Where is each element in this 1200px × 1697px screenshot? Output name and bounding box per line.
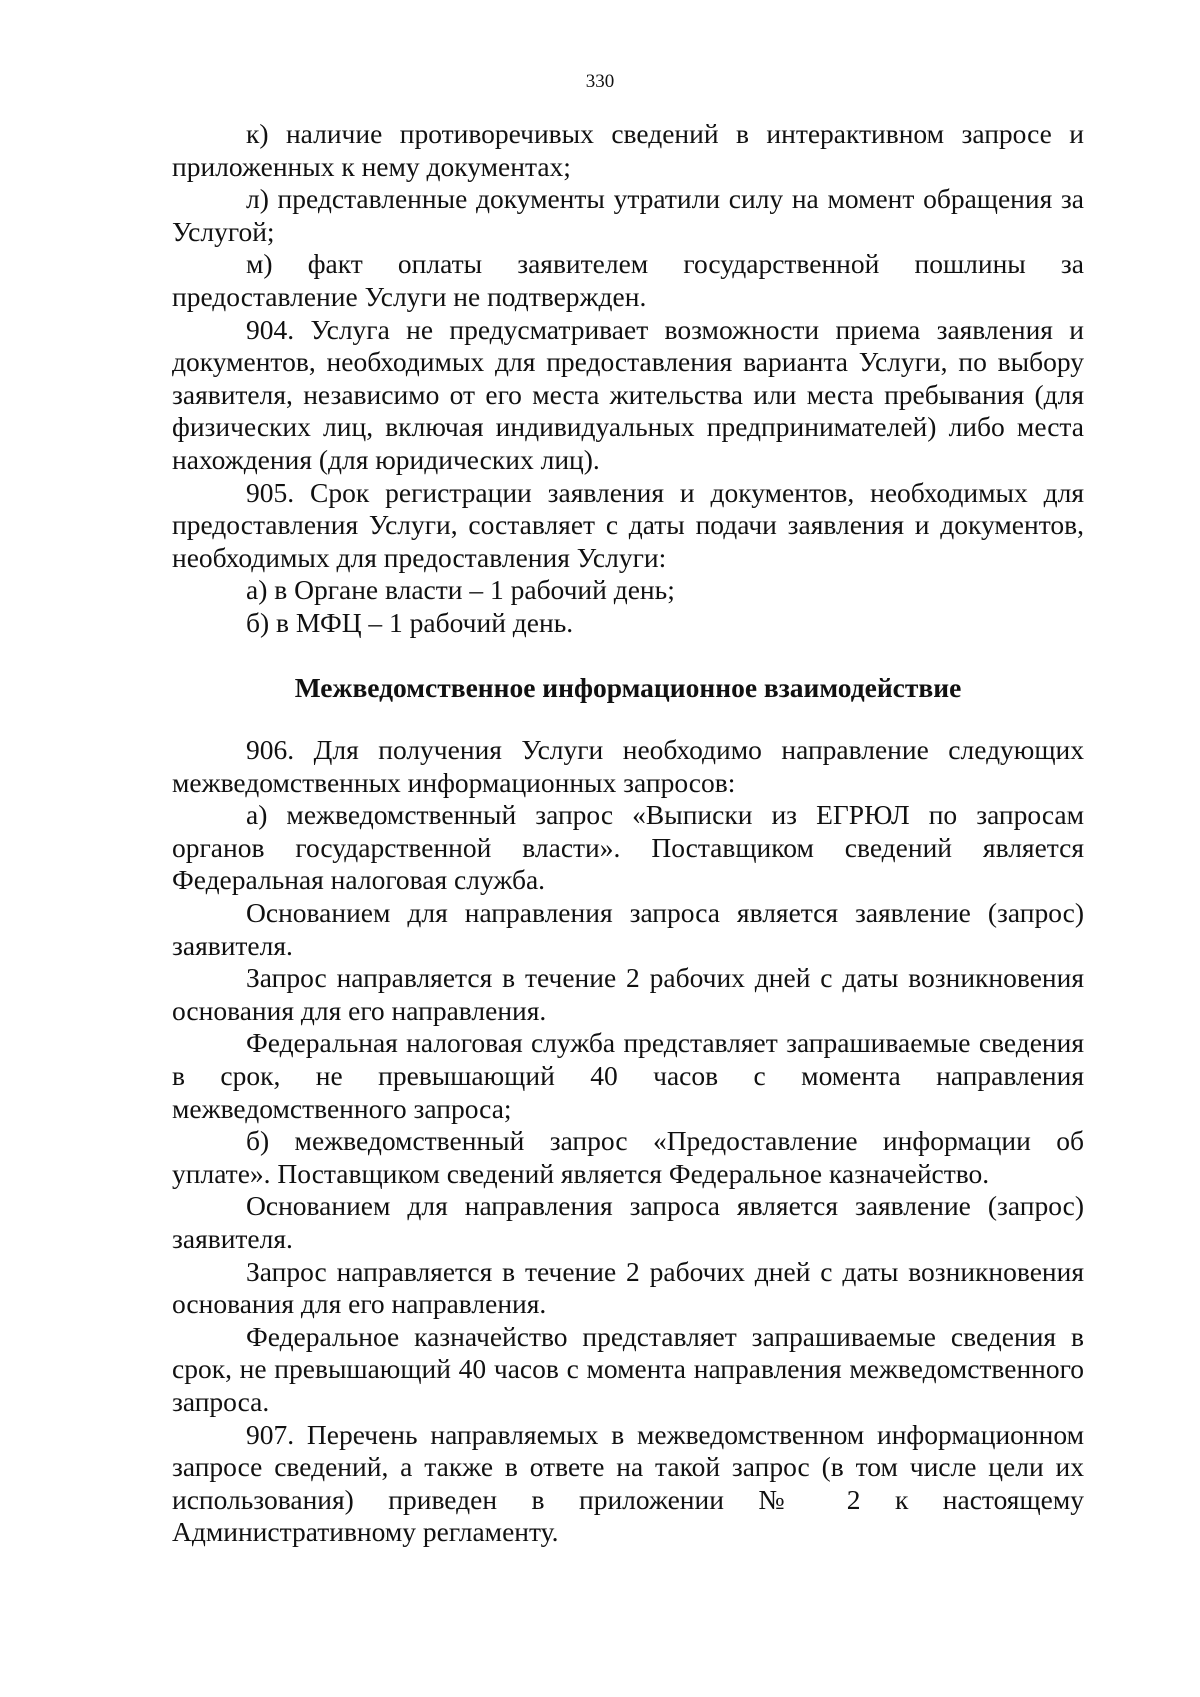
paragraph-basis-1: Основанием для направления запроса является заявление (запрос) заявителя. xyxy=(172,897,1084,961)
paragraph-response-2: Федеральное казначейство представляет запрашиваемые сведения в срок, не превышающий 40 часов с момента направления межведомственного запроса. xyxy=(172,1320,1084,1417)
paragraph-item-l: л) представленные документы утратили силу на момент обращения за Услугой; xyxy=(172,183,1084,247)
paragraph-906-b: б) межведомственный запрос «Предоставление информации об уплате». Поставщиком сведений является Федеральное казначейство. xyxy=(172,1125,1084,1189)
paragraph-item-k: к) наличие противоречивых сведений в интерактивном запросе и приложенных к нему документах; xyxy=(172,118,1084,182)
section-heading: Межведомственное информационное взаимодействие xyxy=(294,671,962,703)
paragraph-basis-2: Основанием для направления запроса является заявление (запрос) заявителя. xyxy=(172,1190,1084,1254)
paragraph-905-a: а) в Органе власти – 1 рабочий день; xyxy=(246,574,675,606)
paragraph-timing-1: Запрос направляется в течение 2 рабочих дней с даты возникновения основания для его направления. xyxy=(172,962,1084,1026)
paragraph-904: 904. Услуга не предусматривает возможности приема заявления и документов, необходимых для предоставления варианта Услуги, по выбору заявителя, независимо от его места жительства или места пребывания (для физических лиц, включая индивидуальных предпринимателей) либо места нахождения (для юридических лиц). xyxy=(172,313,1084,475)
paragraph-item-m: м) факт оплаты заявителем государственной пошлины за предоставление Услуги не подтвержден. xyxy=(172,248,1084,312)
paragraph-response-1: Федеральная налоговая служба представляет запрашиваемые сведения в срок, не превышающий 40 часов с момента направления межведомственного запроса; xyxy=(172,1027,1084,1124)
paragraph-timing-2: Запрос направляется в течение 2 рабочих дней с даты возникновения основания для его направления. xyxy=(172,1255,1084,1320)
page-number: 330 xyxy=(585,71,615,92)
paragraph-905: 905. Срок регистрации заявления и документов, необходимых для предоставления Услуги, составляет с даты подачи заявления и документов, необходимых для предоставления Услуги: xyxy=(172,476,1084,573)
paragraph-907: 907. Перечень направляемых в межведомственном информационном запросе сведений, а также в ответе на такой запрос (в том числе цели их использования) приведен в приложении № 2 к настоящему Административному регламенту. xyxy=(172,1418,1084,1548)
paragraph-906-a: а) межведомственный запрос «Выписки из ЕГРЮЛ по запросам органов государственной власти». Поставщиком сведений является Федеральная налоговая служба. xyxy=(172,799,1084,896)
document-body xyxy=(172,118,1084,1549)
paragraph-906: 906. Для получения Услуги необходимо направление следующих межведомственных информационных запросов: xyxy=(172,734,1084,798)
paragraph-905-b: б) в МФЦ – 1 рабочий день. xyxy=(246,606,574,638)
